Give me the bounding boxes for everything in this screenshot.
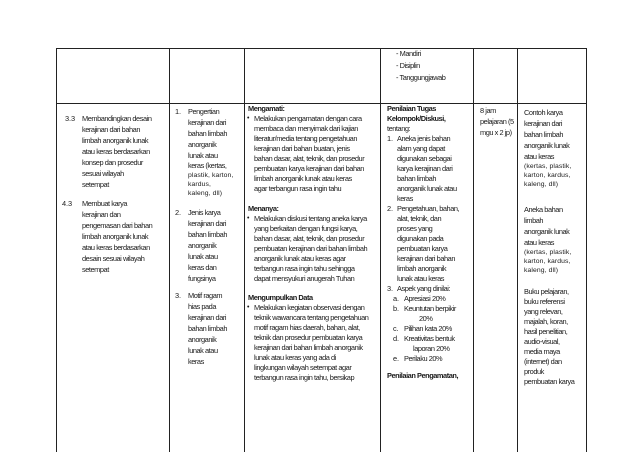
sumber-line: (kertas, plastik,: [524, 163, 572, 170]
kegiatan-line: lunak atau keras yang ada di: [254, 353, 336, 362]
kegiatan-line: teknik wawancara tentang pengetahuan: [254, 313, 369, 322]
table-border-left: [56, 48, 57, 452]
kd-4-3-line: limbah anorganik lunak: [82, 232, 149, 241]
materi-line: kardus,: [188, 181, 211, 188]
materi-line: kerajinan dari: [188, 219, 227, 228]
materi-line: lunak atau: [188, 151, 218, 160]
aspect-line: 20%: [419, 314, 433, 323]
table-col-divider: [517, 48, 518, 452]
kegiatan-line: kerajinan dari bahan buatan, jenis: [254, 144, 350, 153]
kd-3-3-number: 3.3: [65, 114, 75, 123]
kegiatan-line: motif ragam hias daerah, bahan, alat,: [254, 323, 360, 332]
aspect-line: Apresiasi 20%: [404, 294, 446, 303]
penilaian-line: digunakan sebagai: [397, 154, 452, 163]
sumber-line: Buku pelajaran,: [524, 287, 569, 296]
penilaian-heading: Penilaian Tugas: [387, 104, 436, 113]
penilaian-line: lunak atau keras: [397, 274, 445, 283]
materi-line: anorganik: [188, 140, 217, 149]
sumber-line: atau keras: [524, 238, 555, 247]
sumber-line: karton, kardus,: [524, 172, 571, 179]
materi-line: Motif ragam: [188, 291, 223, 300]
materi-line: kerajinan dari: [188, 313, 227, 322]
kd-4-3-line: atau keras berdasarkan: [82, 243, 150, 252]
materi-line: anorganik: [188, 335, 217, 344]
dash-item: - Mandiri: [396, 49, 421, 58]
section-heading: Mengamati:: [248, 104, 285, 113]
materi-line: keras: [188, 357, 204, 366]
kd-3-3-line: sesuai wilayah: [82, 169, 124, 178]
kd-4-3-line: desain sesuai wilayah: [82, 254, 145, 263]
materi-line: hias pada: [188, 302, 217, 311]
penilaian-line: limbah anorganik: [397, 264, 447, 273]
bullet-icon: •: [247, 115, 250, 122]
table-col-divider: [169, 48, 170, 452]
materi-line: lunak atau: [188, 346, 218, 355]
penilaian-line: Pengetahuan, bahan,: [397, 204, 460, 213]
kegiatan-line: pembuatan kerajinan dari bahan limbah: [254, 244, 368, 253]
aspect-line: Keuntutan berpikir: [404, 304, 456, 313]
kd-4-3-line: setempat: [82, 265, 109, 274]
penilaian-heading: Kelompok/Diskusi,: [387, 114, 446, 123]
kegiatan-line: yang berkaitan dengan fungsi karya,: [254, 224, 358, 233]
waktu-line: 8 jam: [480, 106, 496, 115]
penilaian-line: Aspek yang dinilai:: [397, 284, 451, 293]
kegiatan-line: lingkungan wilayah setempat agar: [254, 363, 352, 372]
table-col-divider: [244, 48, 245, 452]
table-border-right: [586, 48, 587, 452]
penilaian-line: alam yang dapat: [397, 144, 445, 153]
kegiatan-line: agar terbangun rasa ingin tahu: [254, 184, 342, 193]
materi-line: kaleng, dll): [188, 190, 223, 197]
materi-line: fungsinya: [188, 274, 216, 283]
table-col-divider: [473, 48, 474, 452]
sumber-line: yang relevan,: [524, 307, 563, 316]
sumber-line: kaleng, dll): [524, 267, 559, 274]
kegiatan-line: Melakukan kegiatan observasi dengan: [254, 303, 365, 312]
materi-item-number: 2.: [175, 208, 181, 217]
section-heading: Menanya:: [248, 204, 279, 213]
materi-line: lunak atau: [188, 252, 218, 261]
aspect-letter: e.: [393, 354, 399, 363]
sumber-line: atau keras: [524, 152, 555, 161]
bullet-icon: •: [247, 215, 250, 222]
aspect-line: laporan 20%: [413, 344, 450, 353]
penilaian-line: digunakan pada: [397, 234, 444, 243]
aspect-letter: b.: [393, 304, 399, 313]
aspect-letter: c.: [393, 324, 399, 333]
bullet-icon: •: [247, 304, 250, 311]
kegiatan-line: Melakukan diskusi tentang aneka karya: [254, 214, 367, 223]
aspect-line: Perilaku 20%: [404, 354, 443, 363]
penilaian-line: proses yang: [397, 224, 433, 233]
aspect-letter: d.: [393, 334, 399, 343]
sumber-line: buku referensi: [524, 297, 565, 306]
sumber-line: karton, kardus,: [524, 258, 571, 265]
sumber-line: anorganik lunak: [524, 227, 570, 236]
dash-item: - Disiplin: [396, 61, 420, 70]
penilaian-line: alat, teknik, dan: [397, 214, 442, 223]
sumber-line: majalah, koran,: [524, 317, 568, 326]
kegiatan-line: membaca dan menyimak dari kajian: [254, 124, 358, 133]
kd-3-3-line: konsep dan prosedur: [82, 158, 143, 167]
dash-item: - Tanggungjawab: [396, 73, 446, 82]
sumber-line: limbah: [524, 216, 544, 225]
materi-item-number: 3.: [175, 291, 181, 300]
materi-line: Pengertian: [188, 107, 220, 116]
penilaian-footer: Penilaian Pengamatan,: [387, 371, 459, 380]
kd-4-3-line: kerajinan dan: [82, 210, 121, 219]
kegiatan-line: dapat mensyukuri anugerah Tuhan: [254, 274, 355, 283]
penilaian-line: karya kerajinan dari: [397, 164, 453, 173]
penilaian-line: kerajinan dari bahan: [397, 254, 455, 263]
sumber-line: produk: [524, 367, 544, 376]
aspect-line: Pilihan kata 20%: [404, 324, 452, 333]
kegiatan-line: kerajinan dari bahan limbah anorganik: [254, 343, 363, 352]
materi-line: kerajinan dari: [188, 118, 227, 127]
penilaian-item-number: 3.: [387, 284, 393, 293]
kd-4-3-line: Membuat karya: [82, 199, 128, 208]
penilaian-item-number: 2.: [387, 204, 393, 213]
materi-line: anorganik: [188, 241, 217, 250]
kd-3-3-line: kerajinan dari bahan: [82, 125, 140, 134]
sumber-line: (internet) dan: [524, 357, 562, 366]
penilaian-subheading: tentang:: [387, 124, 411, 133]
sumber-line: (kertas, plastik,: [524, 249, 572, 256]
sumber-line: media maya: [524, 347, 560, 356]
kd-4-3-line: pengemasan dari bahan: [82, 221, 153, 230]
sumber-line: hasil penelitian,: [524, 327, 568, 336]
kegiatan-line: teknik dan prosedur pembuatan karya: [254, 333, 363, 342]
materi-item-number: 1.: [175, 107, 181, 116]
table-border-top: [56, 48, 587, 49]
kegiatan-line: literatur/media tentang pengetahuan: [254, 134, 357, 143]
materi-line: bahan limbah: [188, 324, 227, 333]
kegiatan-line: Melakukan pengamatan dengan cara: [254, 114, 362, 123]
kd-4-3-number: 4.3: [62, 199, 72, 208]
kd-3-3-line: setempat: [82, 180, 109, 189]
aspect-line: Kreativitas bentuk: [404, 334, 455, 343]
sumber-line: bahan limbah: [524, 130, 563, 139]
materi-line: keras dan: [188, 263, 217, 272]
sumber-line: kerajinan dari: [524, 119, 563, 128]
materi-line: bahan limbah: [188, 230, 227, 239]
materi-line: bahan limbah: [188, 129, 227, 138]
penilaian-line: anorganik lunak atau: [397, 184, 457, 193]
waktu-line: mgu x 2 jp): [480, 128, 512, 137]
sumber-line: audio-visual,: [524, 337, 560, 346]
materi-line: plastik, karton,: [188, 172, 234, 179]
sumber-line: anorganik lunak: [524, 141, 570, 150]
kegiatan-line: bahan dasar, alat, teknik, dan prosedur: [254, 154, 365, 163]
table-col-divider: [380, 48, 381, 452]
kd-3-3-line: limbah anorganik lunak: [82, 136, 149, 145]
sumber-line: Contoh karya: [524, 108, 563, 117]
penilaian-line: pembuatan karya: [397, 244, 448, 253]
penilaian-line: Aneka jenis bahan: [397, 134, 451, 143]
kegiatan-line: bahan dasar, alat, teknik, dan prosedur: [254, 234, 365, 243]
penilaian-line: keras: [397, 194, 413, 203]
aspect-letter: a.: [393, 294, 399, 303]
table-row-divider: [56, 103, 587, 104]
sumber-line: pembuatan karya: [524, 377, 575, 386]
penilaian-line: bahan limbah: [397, 174, 436, 183]
section-heading: Mengumpulkan Data: [248, 293, 313, 302]
kegiatan-line: limbah anorganik lunak atau keras: [254, 174, 352, 183]
waktu-line: pelajaran (5: [480, 117, 514, 126]
sumber-line: kaleng, dll): [524, 181, 559, 188]
kegiatan-line: anorganik lunak atau keras agar: [254, 254, 346, 263]
materi-line: keras (kertas,: [188, 161, 227, 170]
kegiatan-line: terbangun rasa ingin tahu, bersikap: [254, 373, 355, 382]
sumber-line: Aneka bahan: [524, 205, 563, 214]
penilaian-item-number: 1.: [387, 134, 393, 143]
kd-3-3-line: atau keras berdasarkan: [82, 147, 150, 156]
kd-3-3-line: Membandingkan desain: [82, 114, 152, 123]
kegiatan-line: pembuatan karya kerajinan dari bahan: [254, 164, 364, 173]
kegiatan-line: terbangun rasa ingin tahu sehingga: [254, 264, 355, 273]
materi-line: Jenis karya: [188, 208, 221, 217]
